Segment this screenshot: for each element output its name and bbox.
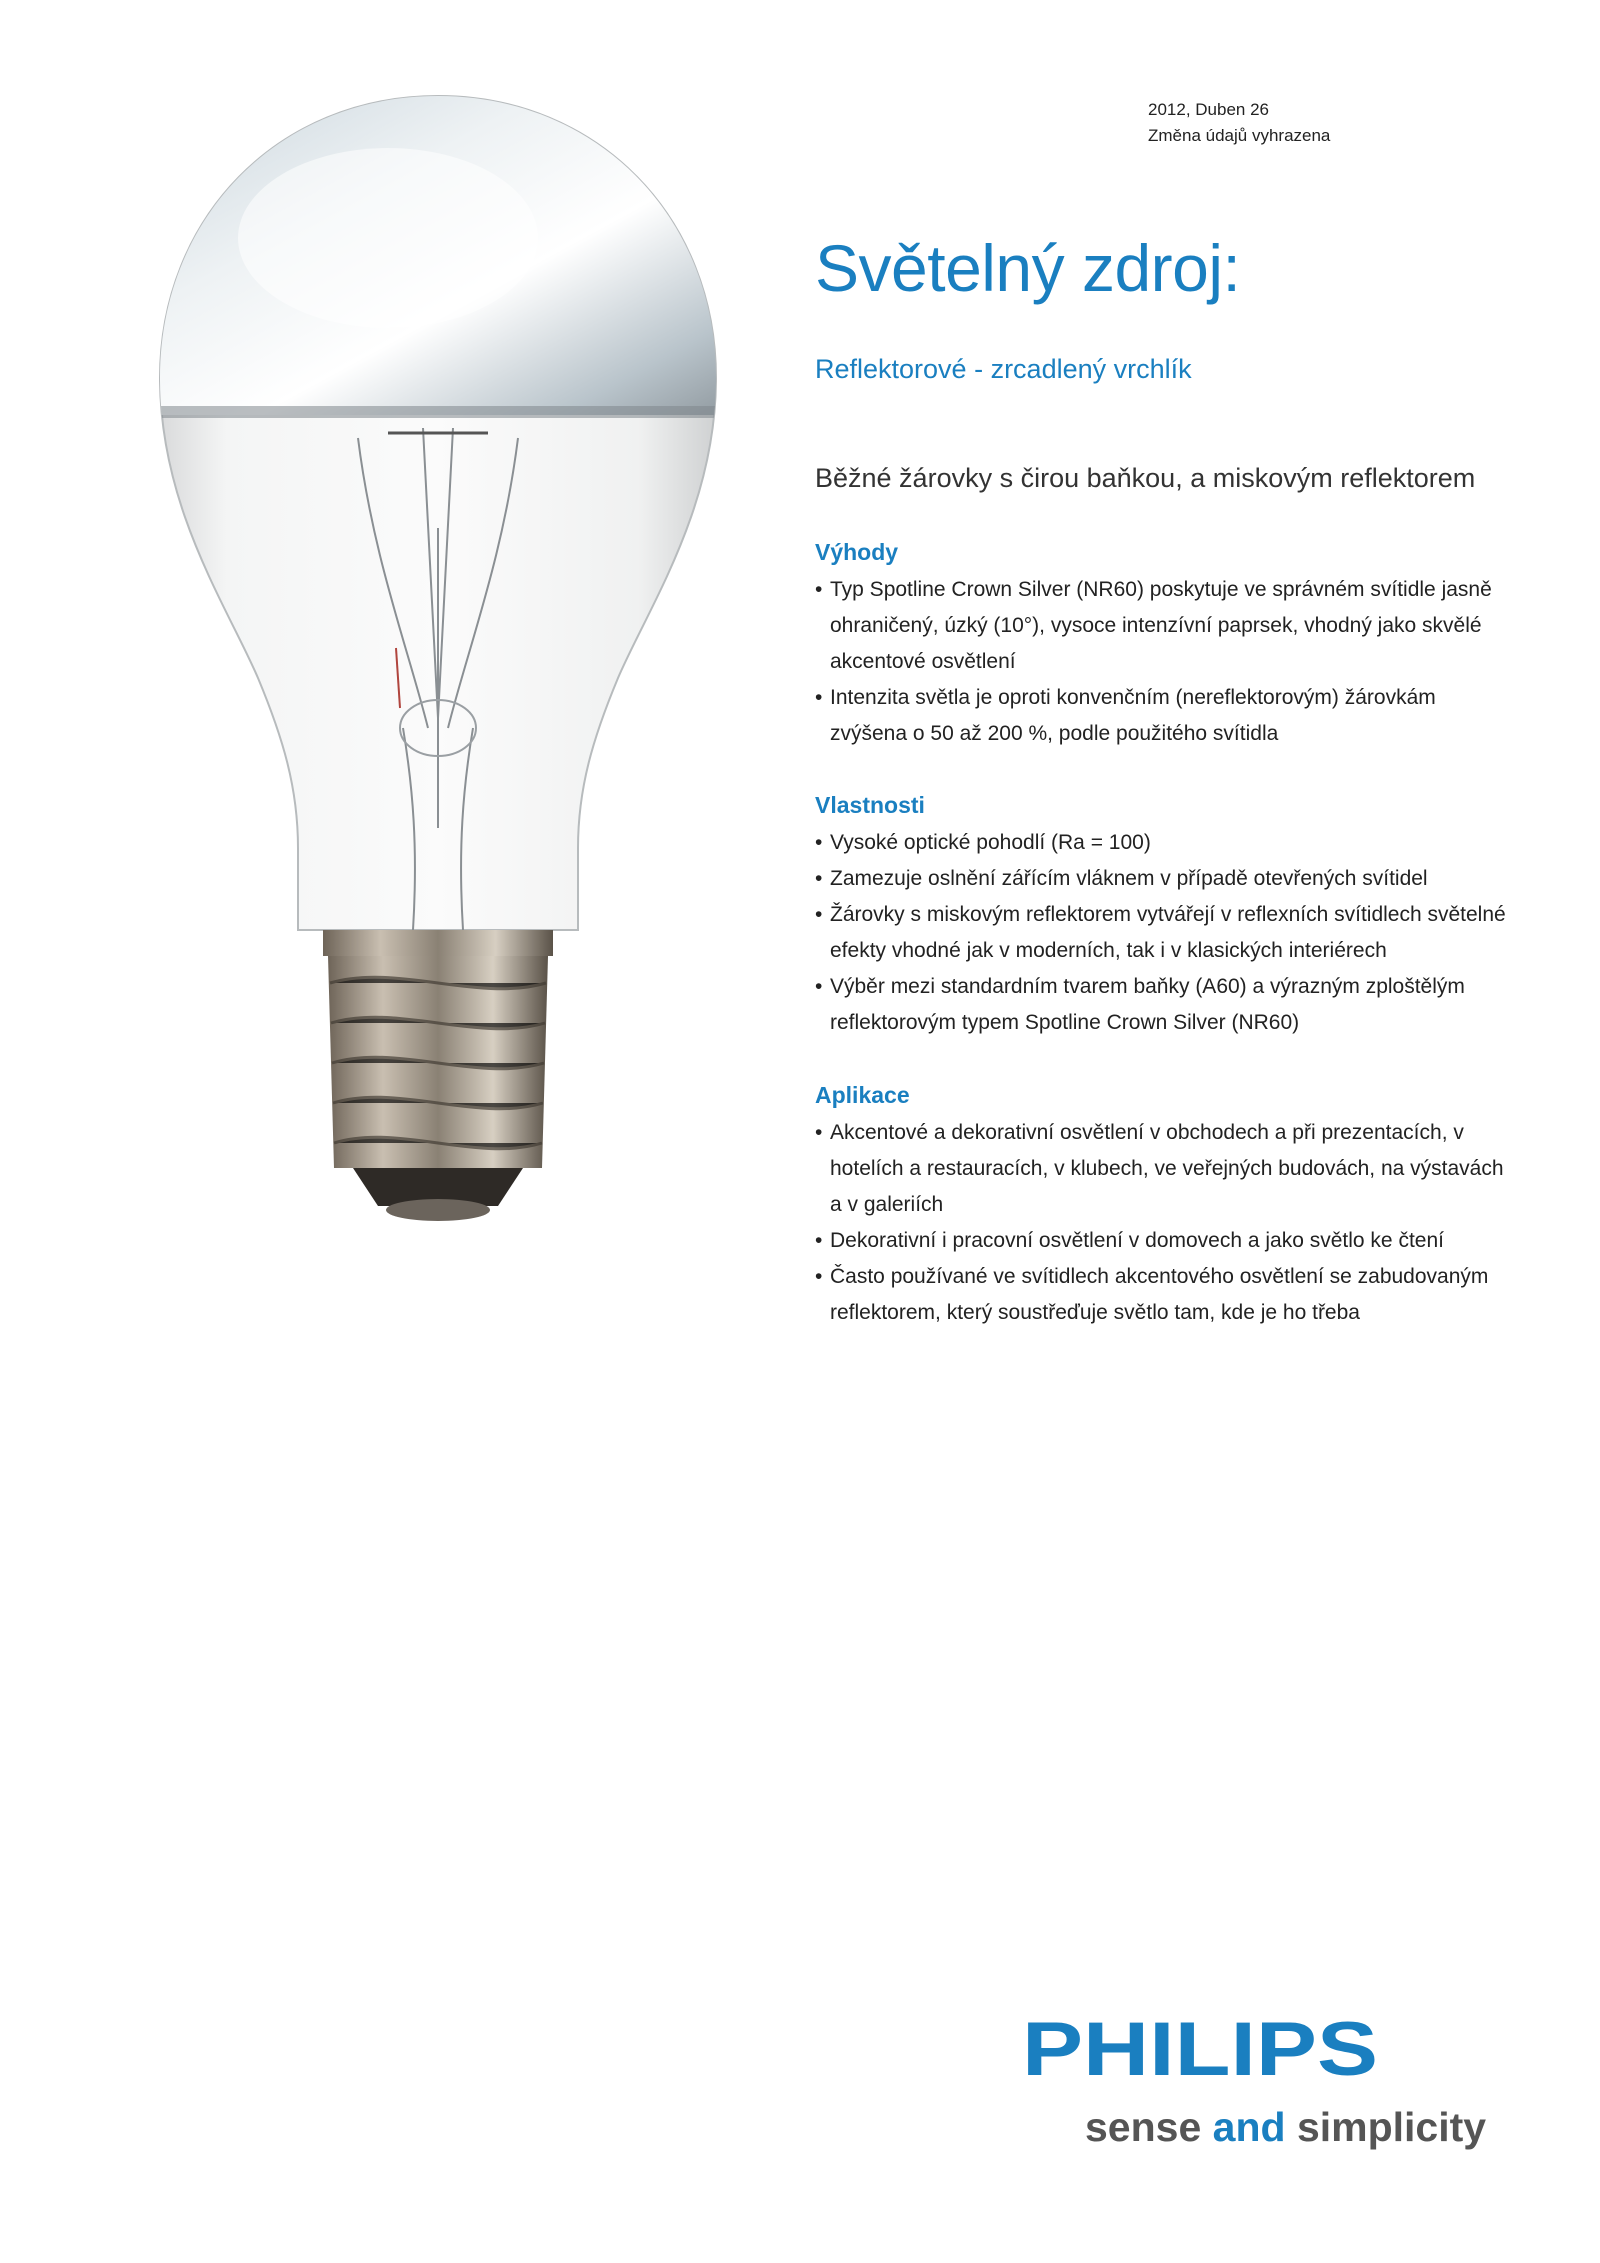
- list-item: • Akcentové a dekorativní osvětlení v obchodech a při prezentacích, v hotelích a restauracích, v klubech, ve veřejných budovách, na výstavách a v galeriích: [815, 1115, 1515, 1223]
- philips-logo: [1022, 2013, 1382, 2083]
- logo-wordmark: PHILIPS: [1022, 2013, 1378, 2083]
- list-item: • Typ Spotline Crown Silver (NR60) poskytuje ve správném svítidle jasně ohraničený, úzký (10°), vysoce intenzívní paprsek, vhodný jako skvělé akcentové osvětlení: [815, 572, 1515, 680]
- page-subtitle: Reflektorové - zrcadlený vrchlík: [815, 354, 1192, 384]
- brand-tagline: [1085, 2104, 1486, 2151]
- list-item: • Vysoké optické pohodlí (Ra = 100): [815, 825, 1515, 861]
- list-item: • Často používané ve svítidlech akcentového osvětlení se zabudovaným reflektorem, který soustřeďuje světlo tam, kde je ho třeba: [815, 1259, 1515, 1331]
- bullet-list: [815, 1115, 1515, 1331]
- product-photo-bulb: [138, 88, 738, 1223]
- list-item: • Žárovky s miskovým reflektorem vytvářejí v reflexních svítidlech světelné efekty vhodné jak v moderních, tak i v klasických interiérech: [815, 897, 1515, 969]
- disclaimer: Změna údajů vyhrazena: [1148, 126, 1331, 145]
- section-heading: Vlastnosti: [815, 792, 925, 818]
- list-item: • Zamezuje oslnění zářícím vláknem v případě otevřených svítidel: [815, 861, 1515, 897]
- section-heading: Výhody: [815, 539, 899, 565]
- section-heading: Aplikace: [815, 1082, 910, 1108]
- section-features: [815, 792, 1515, 1041]
- document-meta: [1148, 97, 1330, 149]
- section-applications: [815, 1082, 1515, 1331]
- tagline-start: sense: [1085, 2104, 1213, 2150]
- bullet-list: [815, 825, 1515, 1041]
- bullet-list: [815, 572, 1515, 752]
- list-item: • Intenzita světla je oproti konvenčním (nereflektorovým) žárovkám zvýšena o 50 až 200 %, podle použitého svítidla: [815, 680, 1515, 752]
- tagline-accent: and: [1212, 2104, 1286, 2150]
- tagline-end: simplicity: [1285, 2104, 1487, 2150]
- list-item: • Dekorativní i pracovní osvětlení v domovech a jako světlo ke čtení: [815, 1223, 1515, 1259]
- section-benefits: [815, 539, 1515, 752]
- light-bulb-icon: [138, 88, 738, 1223]
- list-item: • Výběr mezi standardním tvarem baňky (A60) a výrazným zploštělým reflektorovým typem Spotline Crown Silver (NR60): [815, 969, 1515, 1041]
- date-line: 2012, Duben 26: [1148, 100, 1269, 119]
- product-description: Běžné žárovky s čirou baňkou, a miskovým reflektorem: [815, 463, 1476, 493]
- page-title: Světelný zdroj:: [815, 231, 1241, 305]
